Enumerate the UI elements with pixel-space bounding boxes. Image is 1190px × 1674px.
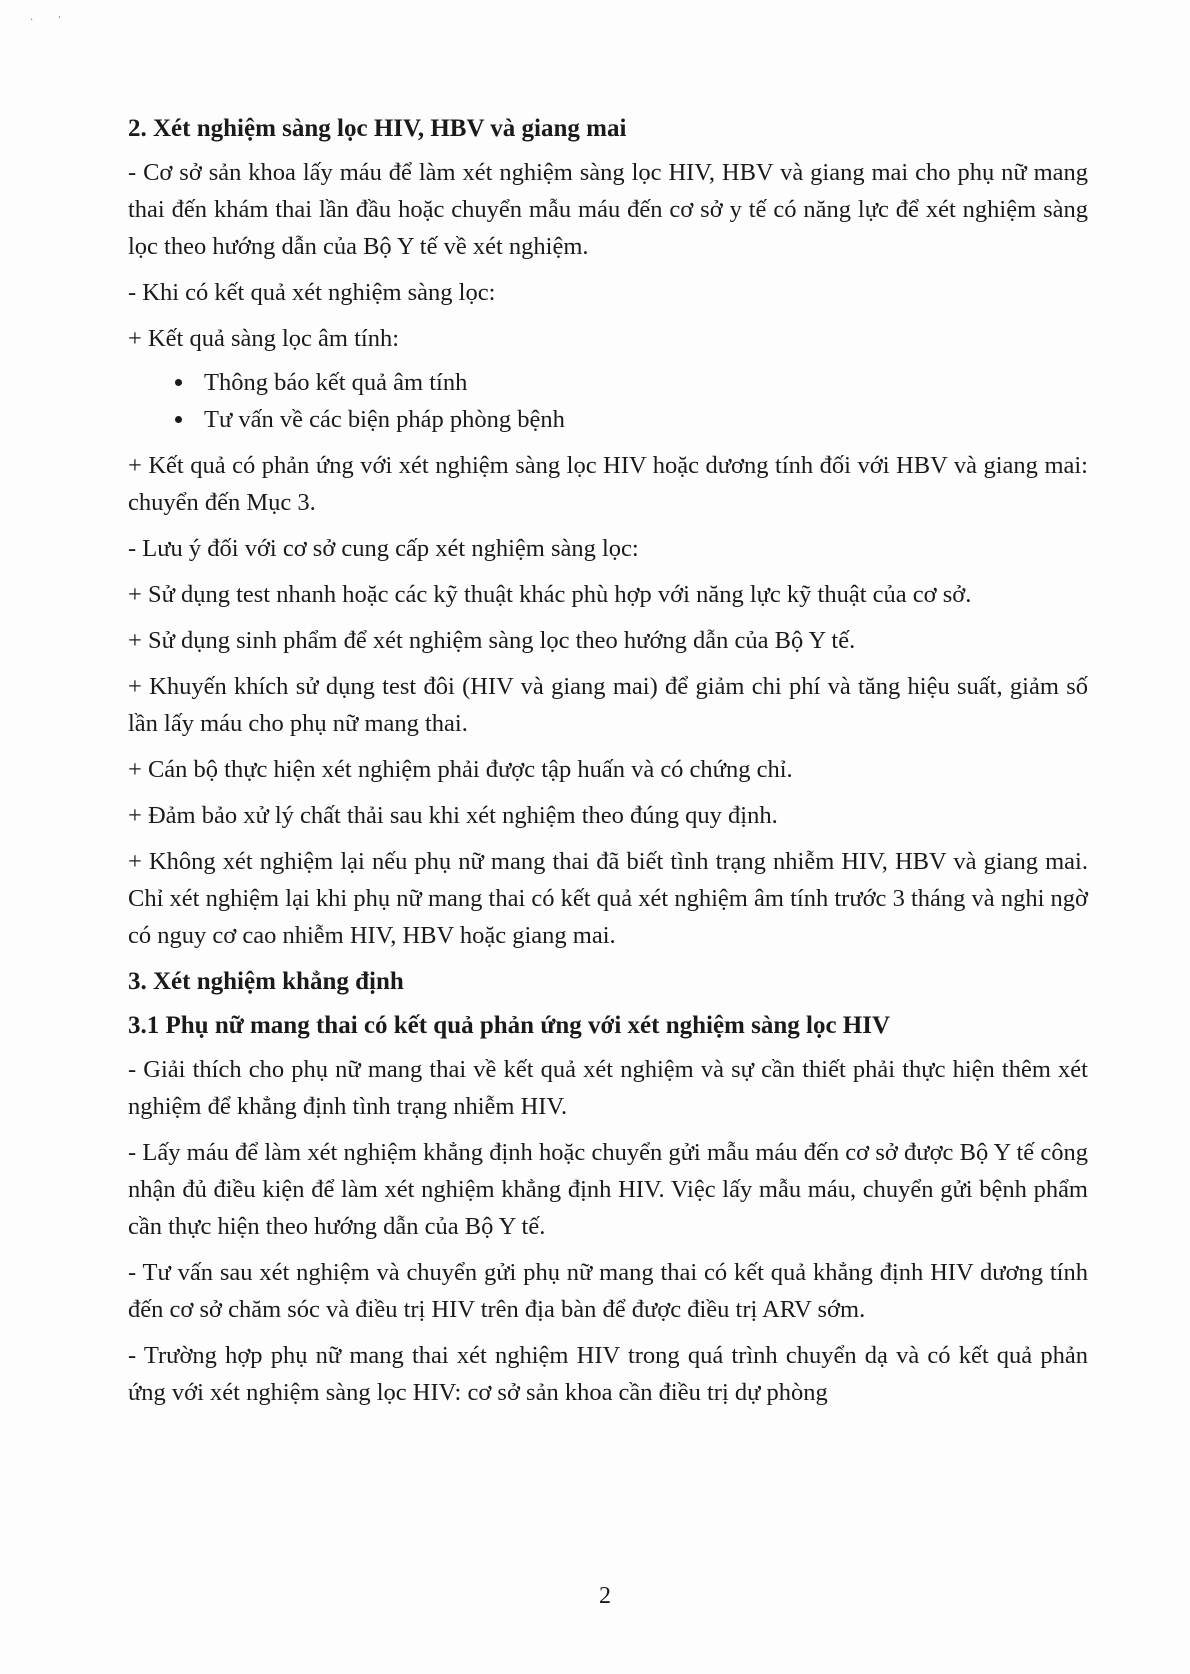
paragraph: + Kết quả có phản ứng với xét nghiệm sàng lọc HIV hoặc dương tính đối với HBV và giang mai: chuyển đến Mục 3.	[128, 452, 1088, 516]
bullet-list	[128, 364, 1088, 438]
list-item: • Tư vấn về các biện pháp phòng bệnh	[196, 401, 1088, 438]
paragraph: - Giải thích cho phụ nữ mang thai về kết quả xét nghiệm và sự cần thiết phải thực hiện thêm xét nghiệm để khẳng định tình trạng nhiễm HIV.	[128, 1056, 1088, 1120]
paragraph: - Tư vấn sau xét nghiệm và chuyển gửi phụ nữ mang thai có kết quả khẳng định HIV dương tính đến cơ sở chăm sóc và điều trị HIV trên địa bàn để được điều trị ARV sớm.	[128, 1259, 1088, 1323]
section-3-heading: 3. Xét nghiệm khẳng định	[128, 968, 404, 995]
paragraph: + Đảm bảo xử lý chất thải sau khi xét nghiệm theo đúng quy định.	[128, 802, 778, 829]
paragraph: + Kết quả sàng lọc âm tính:	[128, 325, 400, 352]
paragraph: + Sử dụng test nhanh hoặc các kỹ thuật khác phù hợp với năng lực kỹ thuật của cơ sở.	[128, 581, 972, 608]
paragraph: - Cơ sở sản khoa lấy máu để làm xét nghiệm sàng lọc HIV, HBV và giang mai cho phụ nữ mang thai đến khám thai lần đầu hoặc chuyển mẫu máu đến cơ sở y tế có năng lực để xét nghiệm sàng lọc theo hướng dẫn của Bộ Y tế về xét nghiệm.	[128, 159, 1088, 260]
paragraph: + Không xét nghiệm lại nếu phụ nữ mang thai đã biết tình trạng nhiễm HIV, HBV và giang mai. Chỉ xét nghiệm lại khi phụ nữ mang thai có kết quả xét nghiệm âm tính trước 3 tháng và nghi ngờ có nguy cơ cao nhiễm HIV, HBV hoặc giang mai.	[128, 848, 1088, 949]
paragraph: - Khi có kết quả xét nghiệm sàng lọc:	[128, 279, 496, 306]
document-body	[128, 110, 1088, 1420]
paragraph: - Lưu ý đối với cơ sở cung cấp xét nghiệm sàng lọc:	[128, 535, 639, 562]
paragraph: + Cán bộ thực hiện xét nghiệm phải được tập huấn và có chứng chỉ.	[128, 756, 793, 783]
paragraph: + Khuyến khích sử dụng test đôi (HIV và giang mai) để giảm chi phí và tăng hiệu suất, giảm số lần lấy máu cho phụ nữ mang thai.	[128, 673, 1088, 737]
paragraph: - Lấy máu để làm xét nghiệm khẳng định hoặc chuyển gửi mẫu máu đến cơ sở được Bộ Y tế công nhận đủ điều kiện để làm xét nghiệm khẳng định HIV. Việc lấy mẫu máu, chuyển gửi bệnh phẩm cần thực hiện theo hướng dẫn của Bộ Y tế.	[128, 1139, 1088, 1240]
section-2-heading: 2. Xét nghiệm sàng lọc HIV, HBV và giang mai	[128, 115, 627, 142]
page-number: 2	[599, 1583, 611, 1609]
list-item: • Thông báo kết quả âm tính	[196, 364, 1088, 401]
scan-specks: · '	[30, 15, 61, 26]
paragraph: - Trường hợp phụ nữ mang thai xét nghiệm HIV trong quá trình chuyển dạ và có kết quả phản ứng với xét nghiệm sàng lọc HIV: cơ sở sản khoa cần điều trị dự phòng	[128, 1342, 1088, 1406]
paragraph: + Sử dụng sinh phẩm để xét nghiệm sàng lọc theo hướng dẫn của Bộ Y tế.	[128, 627, 856, 654]
section-3-1-heading: 3.1 Phụ nữ mang thai có kết quả phản ứng với xét nghiệm sàng lọc HIV	[128, 1012, 891, 1039]
